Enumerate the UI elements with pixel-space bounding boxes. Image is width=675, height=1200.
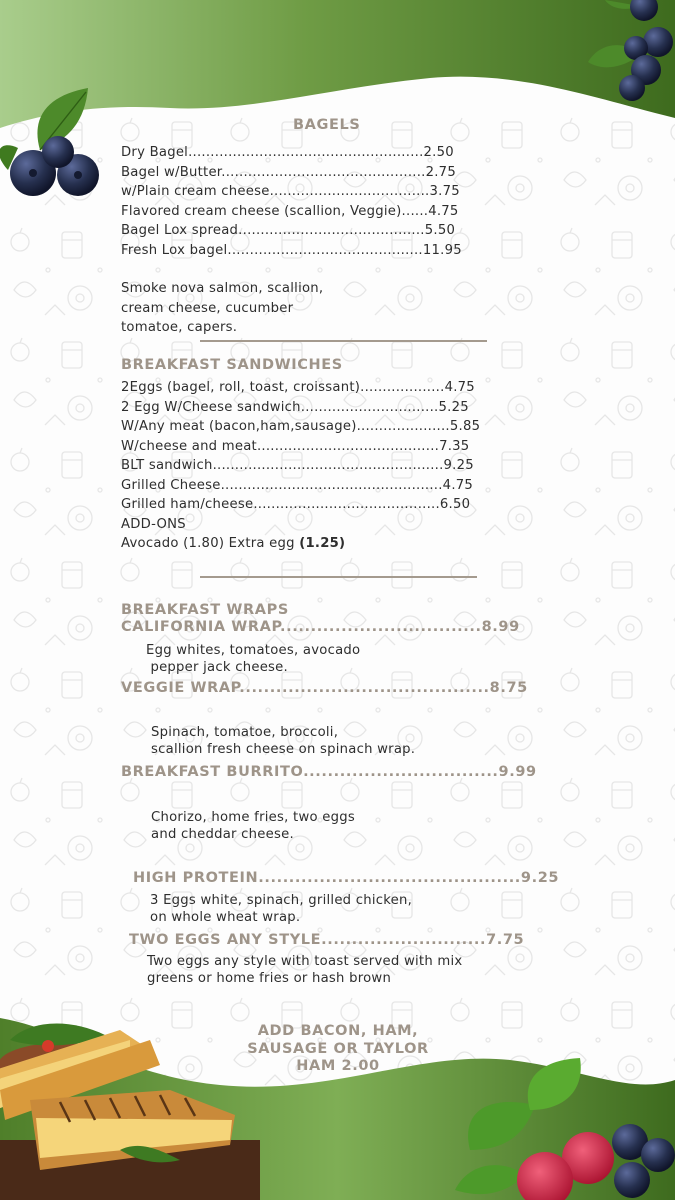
menu-item: Bagel Lox spread..........................................5.50 — [121, 223, 456, 238]
menu-item: Flavored cream cheese (scallion, Veggie)......4.75 — [121, 203, 459, 219]
item-description: tomatoe, capers. — [121, 320, 238, 335]
breakfast-sandwiches-heading: BREAKFAST SANDWICHES — [121, 357, 343, 373]
menu-item: Fresh Lox bagel............................................11.95 — [121, 242, 462, 258]
menu-item: BLT sandwich....................................................9.25 — [121, 458, 474, 473]
breakfast-wraps-heading: BREAKFAST WRAPS — [121, 602, 289, 618]
item-description: Egg whites, tomatoes, avocado — [146, 643, 361, 658]
item-description: and cheddar cheese. — [151, 826, 294, 842]
high-protein-title: HIGH PROTEIN...........................................9.25 — [133, 870, 560, 886]
california-wrap-title: CALIFORNIA WRAP.................................8.99 — [121, 619, 520, 635]
item-description: scallion fresh cheese on spinach wrap. — [151, 741, 416, 757]
menu-item: Grilled Cheese..................................................4.75 — [121, 477, 474, 493]
menu-item: W/cheese and meat.........................................7.35 — [121, 438, 470, 454]
menu-item: Grilled ham/cheese..........................................6.50 — [121, 497, 471, 512]
item-description: cream cheese, cucumber — [121, 300, 294, 316]
breakfast-burrito-title: BREAKFAST BURRITO................................9.99 — [121, 764, 537, 780]
menu-item: Dry Bagel.....................................................2.50 — [121, 145, 454, 160]
bagels-heading: BAGELS — [293, 117, 361, 133]
item-description: Spinach, tomatoe, broccoli, — [151, 725, 339, 740]
addons-text: Avocado (1.80) Extra egg — [121, 536, 300, 551]
menu-item: W/Any meat (bacon,ham,sausage).....................5.85 — [121, 419, 481, 434]
item-description: Two eggs any style with toast served with mix — [147, 954, 463, 969]
add-on-note-line: HAM 2.00 — [296, 1058, 380, 1074]
item-description: Chorizo, home fries, two eggs — [151, 810, 355, 825]
menu-item: Bagel w/Butter..............................................2.75 — [121, 164, 456, 180]
menu-item: w/Plain cream cheese....................................3.75 — [121, 184, 460, 199]
add-on-note-line: ADD BACON, HAM, — [257, 1023, 419, 1039]
item-description: on whole wheat wrap. — [150, 909, 301, 925]
item-description: Smoke nova salmon, scallion, — [121, 281, 324, 296]
addons-line — [121, 534, 345, 554]
two-eggs-title: TWO EGGS ANY STYLE...........................7.75 — [129, 932, 525, 948]
divider — [200, 340, 487, 342]
add-on-note-line: SAUSAGE OR TAYLOR — [247, 1040, 429, 1057]
item-description: pepper jack cheese. — [146, 659, 288, 675]
addons-label: ADD-ONS — [121, 516, 186, 532]
menu-item: 2 Egg W/Cheese sandwich...............................5.25 — [121, 399, 469, 415]
item-description: 3 Eggs white, spinach, grilled chicken, — [150, 893, 413, 908]
item-description: greens or home fries or hash brown — [147, 970, 392, 986]
veggie-wrap-title: VEGGIE WRAP.........................................8.75 — [121, 680, 528, 696]
addons-price: (1.25) — [299, 536, 346, 551]
menu-item: 2Eggs (bagel, roll, toast, croissant)...................4.75 — [121, 380, 475, 395]
divider — [200, 576, 477, 578]
